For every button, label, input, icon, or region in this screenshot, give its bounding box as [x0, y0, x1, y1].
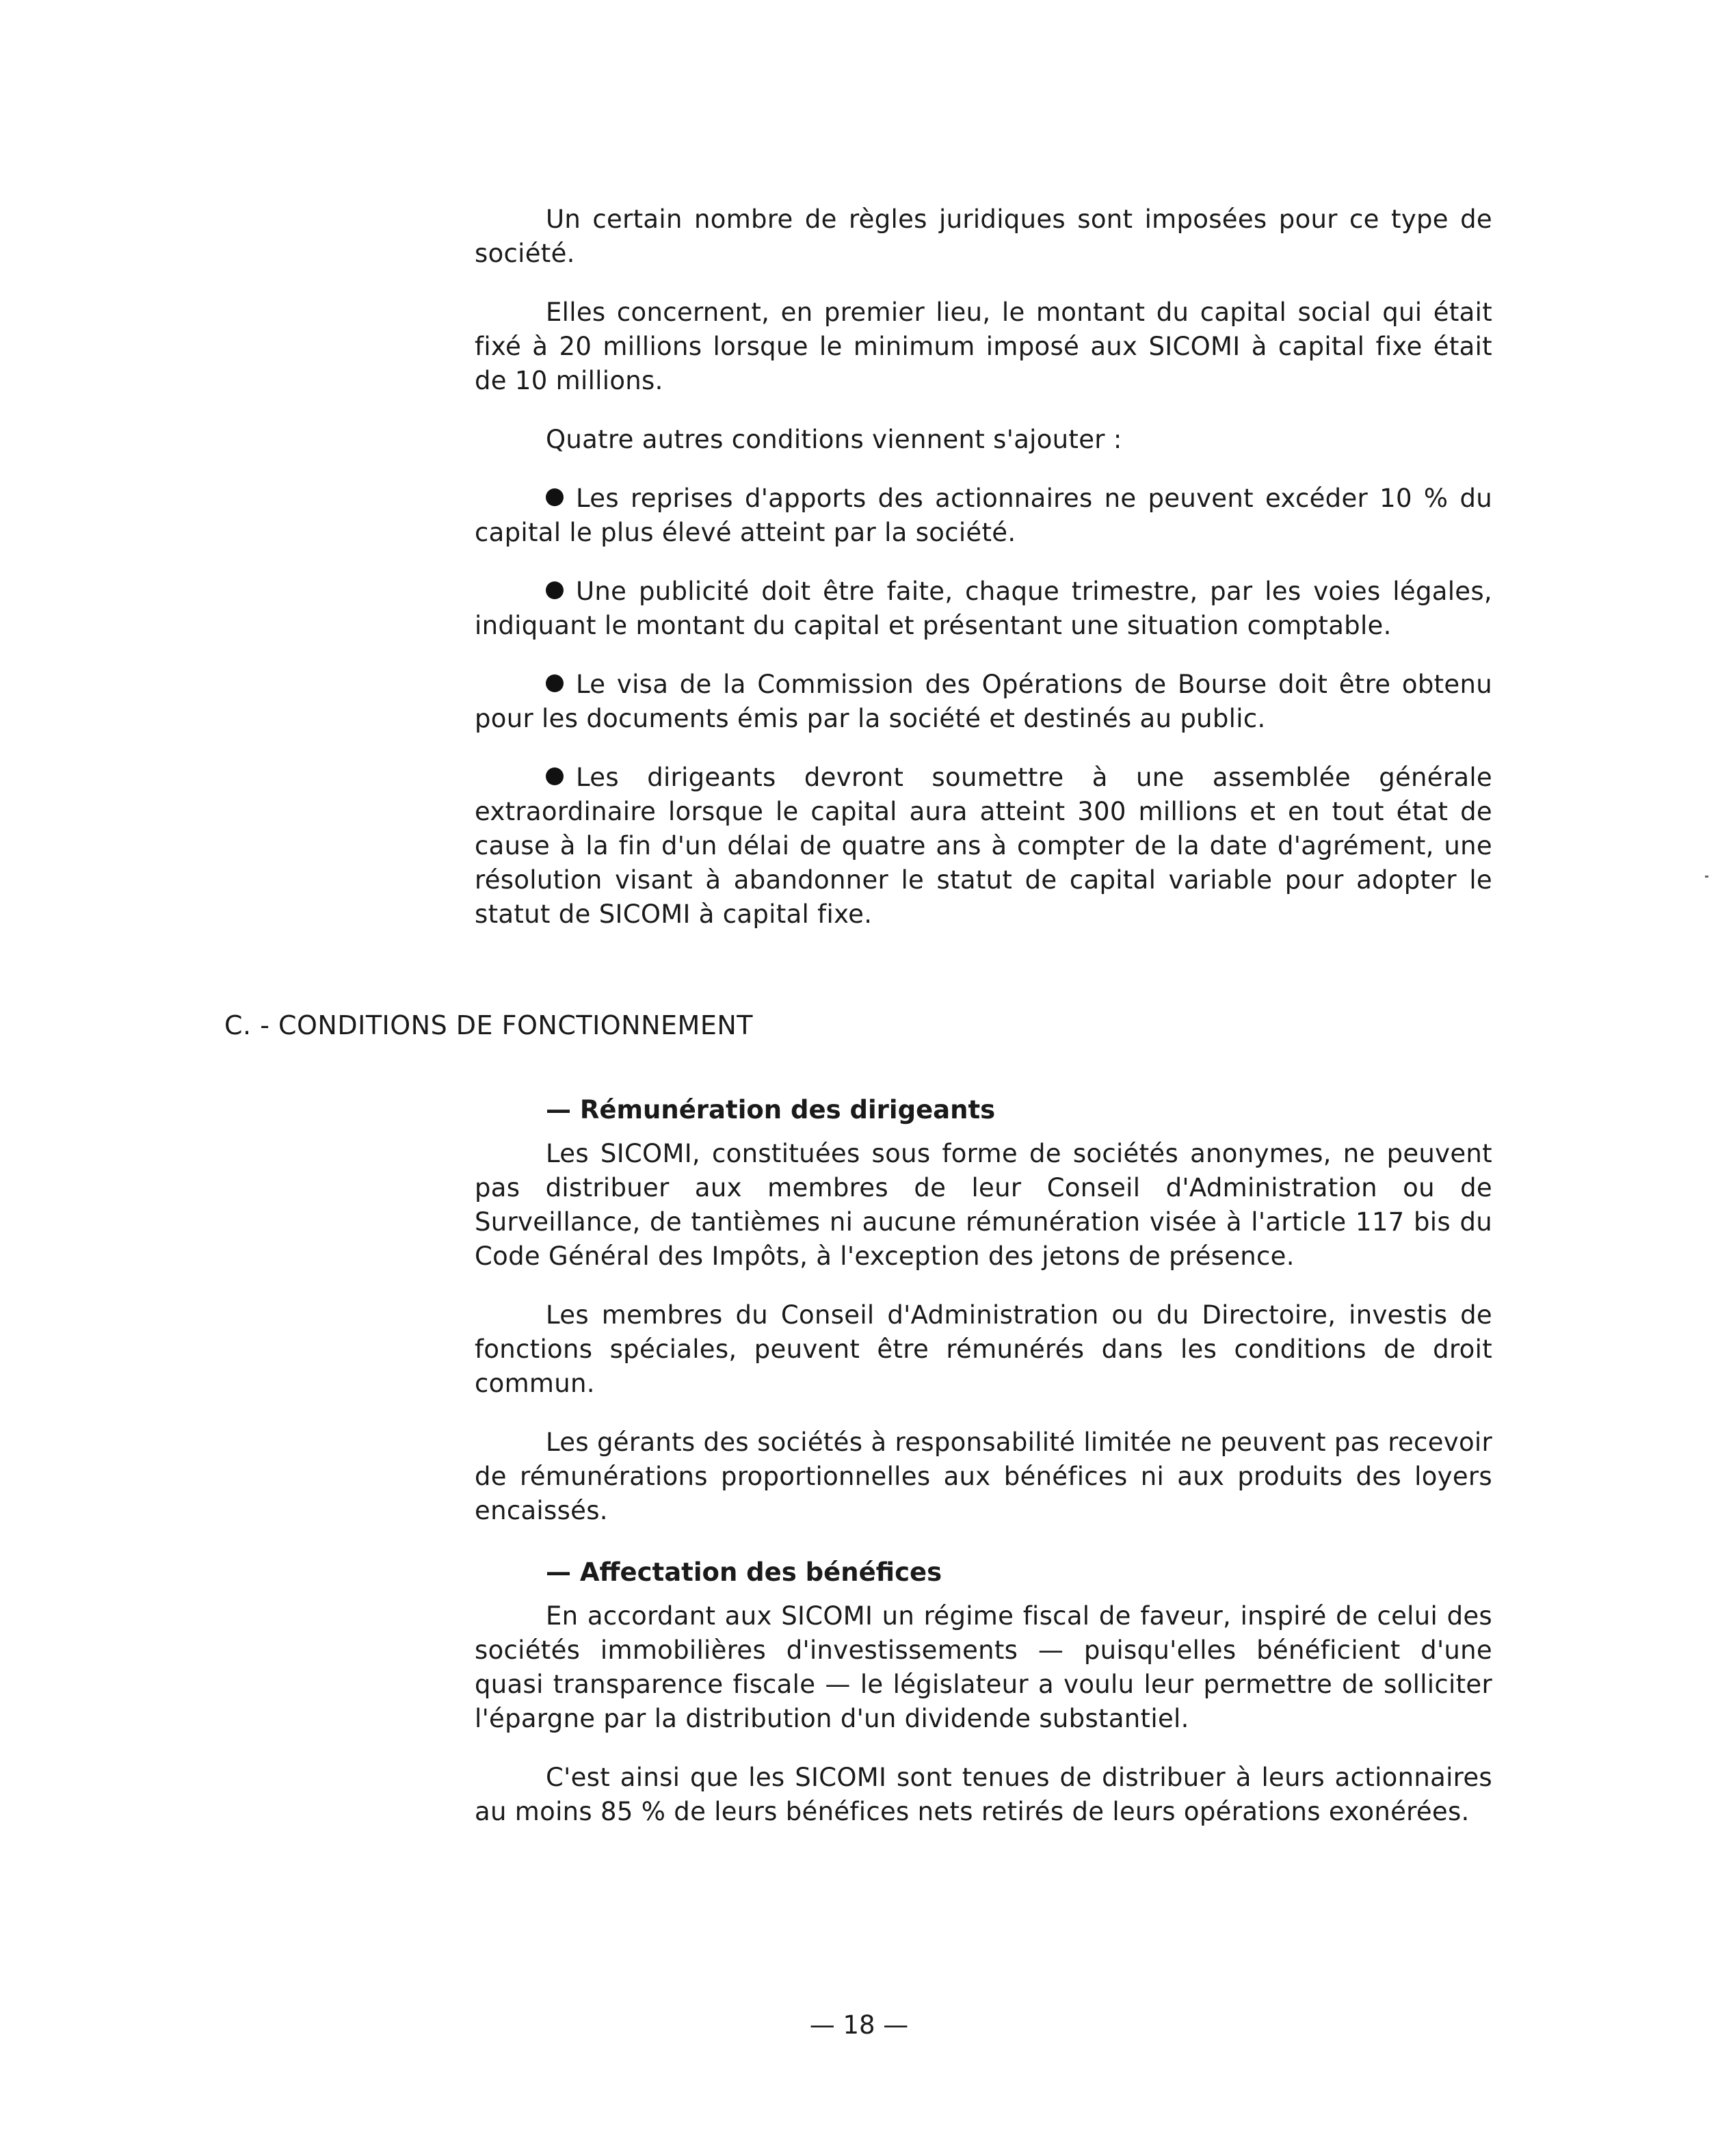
intro-block — [475, 202, 1492, 932]
paragraph-affectation-2: C'est ainsi que les SICOMI sont tenues de distribuer à leurs actionnaires au moins 85 % de leurs bénéfices nets retirés de leurs opérations exonérées. — [475, 1763, 1492, 1826]
bullet-icon — [546, 581, 564, 599]
paragraph-remuneration-3: Les gérants des sociétés à responsabilité limitée ne peuvent pas recevoir de rémunérations proportionnelles aux bénéfices ni aux produits des loyers encaissés. — [475, 1428, 1492, 1525]
subheading-remuneration: — Rémunération des dirigeants — [546, 1095, 996, 1125]
condition-item-4 — [475, 761, 1492, 932]
bullet-icon — [546, 767, 564, 785]
condition-text-1: Les reprises d'apports des actionnaires ne peuvent excéder 10 % du capital le plus élevé atteint par la société. — [475, 484, 1492, 547]
condition-text-4: Les dirigeants devront soumettre à une assemblée générale extraordinaire lorsque le capital aura atteint 300 millions et en tout état de cause à la fin d'un délai de quatre ans à compter de la date d'agrément, une résolution visant à abandonner le statut de capital variable pour adopter le statut de SICOMI à capital fixe. — [475, 763, 1492, 929]
subheading-affectation: — Affectation des bénéfices — [546, 1557, 942, 1587]
paragraph-remuneration-1: Les SICOMI, constituées sous forme de sociétés anonymes, ne peuvent pas distribuer aux membres de leur Conseil d'Administration ou de Surveillance, de tantièmes ni aucune rémunération visée à l'article 117 bis du Code Général des Impôts, à l'exception des jetons de présence. — [475, 1139, 1492, 1271]
bullet-icon — [546, 488, 564, 506]
condition-text-3: Le visa de la Commission des Opérations de Bourse doit être obtenu pour les documents émis par la société et destinés au public. — [475, 670, 1492, 733]
page-number: — 18 — — [809, 2010, 909, 2040]
section-title: C. - CONDITIONS DE FONCTIONNEMENT — [224, 1010, 753, 1040]
condition-item-2 — [475, 575, 1492, 643]
condition-item-1 — [475, 482, 1492, 550]
paragraph-intro-1: Un certain nombre de règles juridiques sont imposées pour ce type de société. — [475, 205, 1492, 268]
paragraph-intro-2: Elles concernent, en premier lieu, le montant du capital social qui était fixé à 20 millions lorsque le minimum imposé aux SICOMI à capital fixe était de 10 millions. — [475, 298, 1492, 395]
bullet-icon — [546, 674, 564, 692]
operations-block — [475, 1093, 1492, 1829]
paragraph-intro-3: Quatre autres conditions viennent s'ajouter : — [546, 425, 1122, 454]
paragraph-affectation-1: En accordant aux SICOMI un régime fiscal de faveur, inspiré de celui des sociétés immobilières d'investissements — puisqu'elles bénéficient d'une quasi transparence fiscale — le législateur a voulu leur permettre de solliciter l'épargne par la distribution d'un dividende substantiel. — [475, 1601, 1492, 1733]
paragraph-remuneration-2: Les membres du Conseil d'Administration ou du Directoire, investis de fonctions spéciales, peuvent être rémunérés dans les conditions de droit commun. — [475, 1300, 1492, 1398]
condition-item-3 — [475, 668, 1492, 736]
condition-text-2: Une publicité doit être faite, chaque trimestre, par les voies légales, indiquant le montant du capital et présentant une situation comptable. — [475, 577, 1492, 640]
scan-speck — [1705, 876, 1708, 878]
